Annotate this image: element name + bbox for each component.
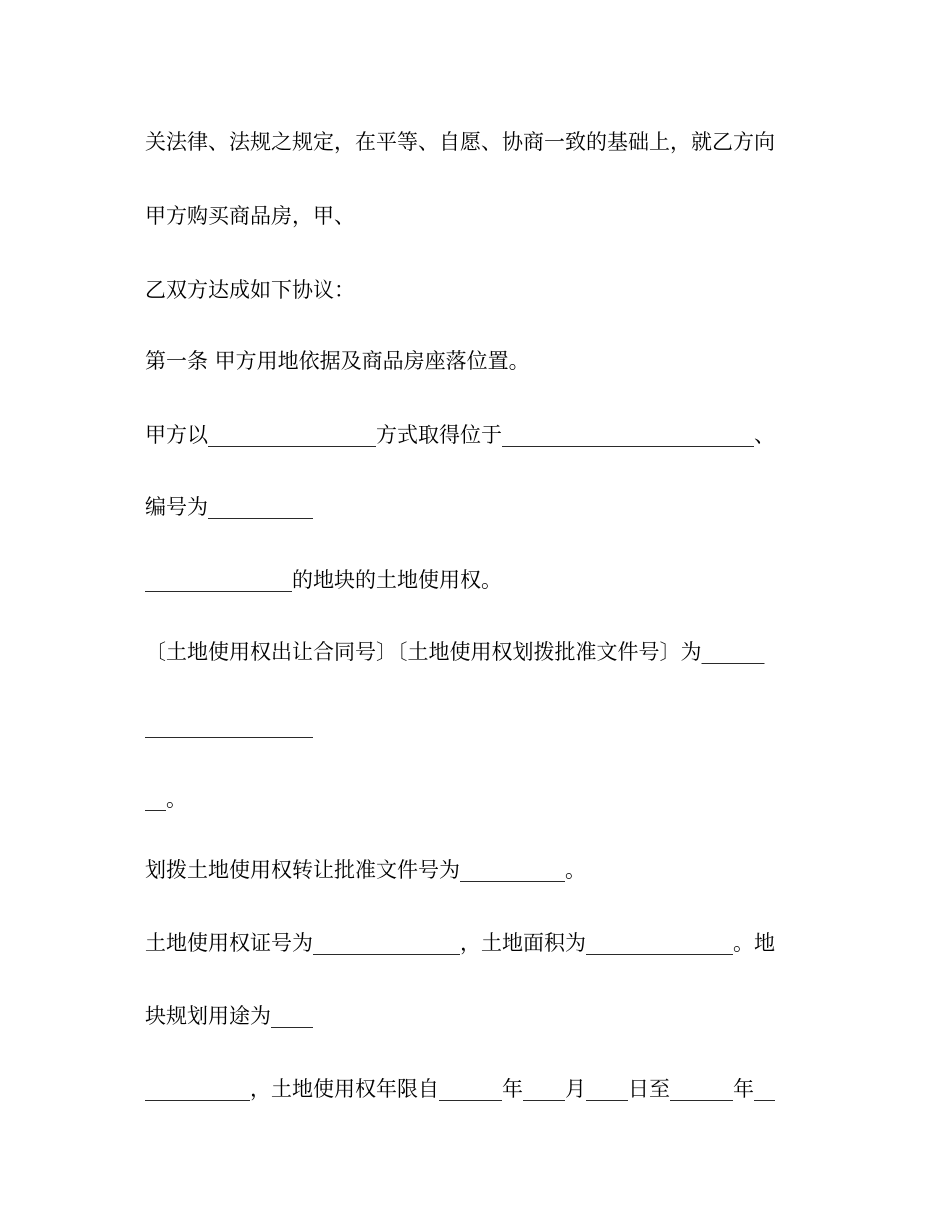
text-line-2: 甲方购买商品房，甲、 — [145, 204, 355, 228]
text-line-8: 〔土地使用权出让合同号〕〔土地使用权划拨批准文件号〕为______ — [145, 640, 765, 664]
text-line-6: 编号为__________ — [145, 495, 313, 519]
text-line-12: 土地使用权证号为______________，土地面积为______________。地 — [145, 931, 775, 955]
text-line-10: __。 — [145, 787, 187, 811]
article-1-heading: 第一条 甲方用地依据及商品房座落位置。 — [145, 349, 530, 373]
text-line-5: 甲方以________________方式取得位于________________________、 — [145, 423, 775, 447]
text-line-9: ________________ — [145, 714, 313, 738]
text-line-11: 划拨土地使用权转让批准文件号为__________。 — [145, 858, 586, 882]
text-line-13: 块规划用途为____ — [145, 1004, 313, 1028]
text-line-14: __________，土地使用权年限自______年____月____日至______年__ — [145, 1077, 775, 1101]
text-line-3: 乙双方达成如下协议： — [145, 278, 355, 302]
text-line-1: 关法律、法规之规定，在平等、自愿、协商一致的基础上，就乙方向 — [145, 130, 775, 154]
text-line-7: ______________的地块的土地使用权。 — [145, 568, 502, 592]
